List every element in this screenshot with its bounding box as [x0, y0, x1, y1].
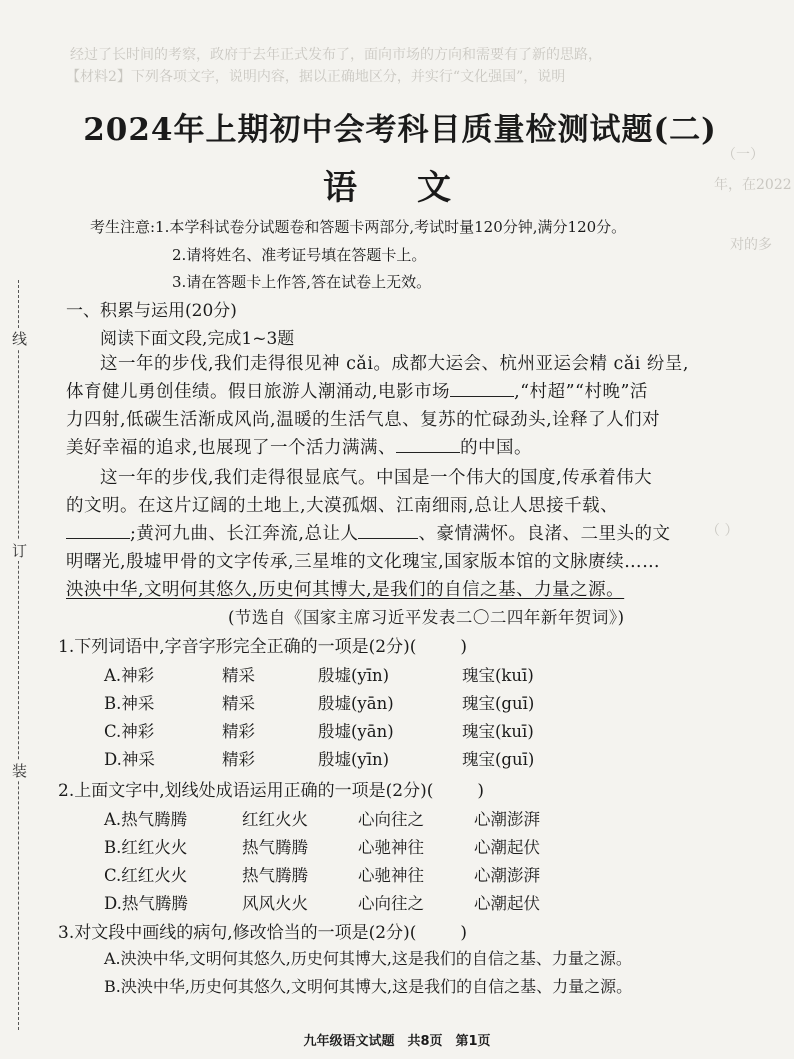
- option-cell: 心驰神往: [358, 838, 424, 857]
- option-cell: 殷墟(yīn): [318, 666, 390, 685]
- passage-text: 的中国。: [460, 438, 533, 458]
- binding-line: [18, 280, 19, 1030]
- option-cell: 心潮起伏: [474, 894, 540, 913]
- section-heading: 一、积累与运用(20分): [66, 301, 237, 321]
- option-cell: 瑰宝(guī): [462, 694, 535, 713]
- option-cell: 热气腾腾: [242, 838, 308, 857]
- passage-text: ;黄河九曲、长江奔流,总让人: [130, 524, 359, 544]
- option-cell: 心潮澎湃: [474, 866, 540, 885]
- option-cell: 精采: [222, 694, 255, 713]
- binding-char-zhuang: 装: [12, 762, 28, 780]
- passage-text: 体育健儿勇创佳绩。假日旅游人潮涌动,电影市场: [66, 382, 451, 402]
- passage-line: [66, 576, 624, 601]
- passage-line: 这一年的步伐,我们走得很显底气。中国是一个伟大的国度,传承着伟大: [100, 468, 653, 488]
- passage-line: [66, 378, 648, 403]
- passage-line: 力四射,低碳生活渐成风尚,温暖的生活气息、复苏的忙碌劲头,诠释了人们对: [66, 410, 661, 430]
- option-cell: 风风火火: [242, 894, 308, 913]
- bleed-through-text: 经过了长时间的考察，政府于去年正式发布了，面向市场的方向和需要有了新的思路，: [70, 47, 602, 63]
- bleed-through-text: （一）: [722, 147, 764, 163]
- passage-line: [66, 520, 670, 545]
- passage-line: 这一年的步伐,我们走得很见神 cǎi。成都大运会、杭州亚运会精 cǎi 纷呈,: [100, 354, 689, 374]
- fill-blank: [358, 524, 418, 539]
- passage-text: 是我们的自信之基、力量之源。: [372, 580, 625, 600]
- option-cell: 心向往之: [358, 894, 424, 913]
- passage-text: 、豪情满怀。良渚、二里头的文: [418, 524, 671, 544]
- option-cell: A.热气腾腾: [104, 810, 188, 829]
- option-cell: 殷墟(yīn): [318, 750, 390, 769]
- option-cell: C.红红火火: [104, 866, 188, 885]
- option-cell: 瑰宝(kuī): [462, 666, 534, 685]
- fill-blank: [450, 382, 514, 397]
- passage-line: 明曙光,殷墟甲骨的文字传承,三星堆的文化瑰宝,国家版本馆的文脉赓续……: [66, 552, 661, 572]
- option-cell: B.神采: [104, 694, 155, 713]
- question-3-option-a: A.泱泱中华,文明何其悠久,历史何其博大,这是我们的自信之基、力量之源。: [104, 949, 632, 968]
- option-cell: 心向往之: [358, 810, 424, 829]
- option-cell: 殷墟(yān): [318, 694, 394, 713]
- binding-char-ding: 订: [12, 542, 28, 560]
- subject-title: 语文: [323, 168, 511, 208]
- option-cell: 热气腾腾: [242, 866, 308, 885]
- option-cell: 精彩: [222, 750, 255, 769]
- passage-text: 美好幸福的追求,也展现了一个活力满满、: [66, 438, 397, 458]
- exam-note-2: 2.请将姓名、准考证号填在答题卡上。: [172, 246, 427, 264]
- option-cell: 精采: [222, 666, 255, 685]
- passage-line: 的文明。在这片辽阔的土地上,大漠孤烟、江南细雨,总让人思接千载、: [66, 496, 619, 516]
- option-cell: A.神彩: [104, 666, 155, 685]
- option-cell: 红红火火: [242, 810, 308, 829]
- option-cell: D.神采: [104, 750, 155, 769]
- option-cell: C.神彩: [104, 722, 155, 741]
- question-3-option-b: B.泱泱中华,历史何其悠久,文明何其博大,这是我们的自信之基、力量之源。: [104, 977, 633, 996]
- binding-char-xian: 线: [12, 330, 28, 348]
- exam-note-1: 考生注意:1.本学科试卷分试题卷和答题卡两部分,考试时量120分钟,满分120分。: [90, 218, 627, 236]
- bleed-through-text: 年，在2022: [714, 177, 792, 193]
- option-cell: D.热气腾腾: [104, 894, 188, 913]
- fill-blank: [66, 524, 130, 539]
- passage-line: [66, 434, 532, 459]
- fill-blank: [396, 438, 460, 453]
- bleed-through-text: 对的多: [730, 237, 772, 253]
- option-cell: 心潮澎湃: [474, 810, 540, 829]
- option-cell: 殷墟(yān): [318, 722, 394, 741]
- option-cell: 瑰宝(kuī): [462, 722, 534, 741]
- bleed-through-text: 【材料2】下列各项文字，说明内容，据以正确地区分，并实行“文化强国”，说明: [66, 69, 566, 85]
- bleed-through-text: （ ）: [706, 523, 739, 539]
- option-cell: 心驰神往: [358, 866, 424, 885]
- option-cell: 精彩: [222, 722, 255, 741]
- underlined-sentence: 泱泱中华,文明何其悠久,历史何其博大,: [66, 580, 373, 600]
- passage-text: ,“村超”“村晚”活: [514, 382, 648, 402]
- exam-note-3: 3.请在答题卡上作答,答在试卷上无效。: [172, 273, 432, 291]
- page-title: 2024年上期初中会考科目质量检测试题(二): [83, 112, 717, 148]
- option-cell: 心潮起伏: [474, 838, 540, 857]
- question-2-stem: 2.上面文字中,划线处成语运用正确的一项是(2分)( ): [58, 781, 484, 801]
- option-cell: B.红红火火: [104, 838, 188, 857]
- question-1-stem: 1.下列词语中,字音字形完全正确的一项是(2分)( ): [58, 637, 467, 657]
- question-3-stem: 3.对文段中画线的病句,修改恰当的一项是(2分)( ): [58, 923, 467, 943]
- passage-source: (节选自《国家主席习近平发表二〇二四年新年贺词》): [228, 608, 625, 627]
- page-footer: 九年级语文试题 共8页 第1页: [303, 1034, 491, 1049]
- section-instruction: 阅读下面文段,完成1~3题: [100, 329, 295, 349]
- option-cell: 瑰宝(guī): [462, 750, 535, 769]
